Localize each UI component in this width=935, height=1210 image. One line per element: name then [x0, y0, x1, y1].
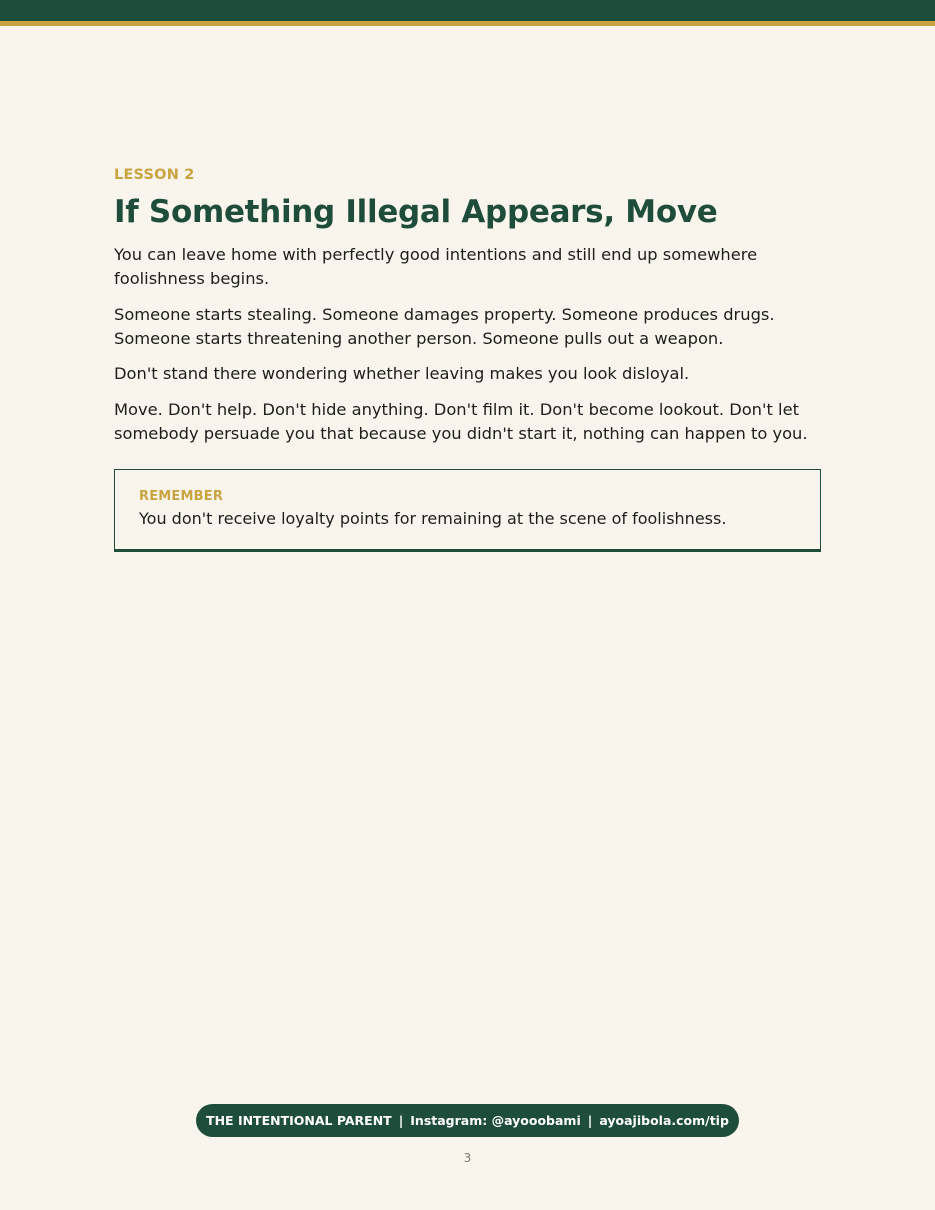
page-number: 3 [463, 1151, 472, 1165]
lesson-section [114, 166, 821, 552]
lesson-number: LESSON 2 [114, 167, 195, 183]
callout-label: REMEMBER [139, 489, 224, 504]
paragraph-4: Move. Don't help. Don't hide anything. Don't film it. Don't become lookout. Don't let somebody persuade you that because you didn't start it, nothing can happen to you. [114, 400, 808, 443]
footer-banner [196, 1104, 739, 1137]
lesson-title: If Something Illegal Appears, Move [114, 194, 718, 230]
footer-separator: | [587, 1113, 593, 1128]
header-bar [0, 0, 935, 21]
footer-brand: THE INTENTIONAL PARENT [206, 1113, 392, 1128]
paragraph-3: Don't stand there wondering whether leaving makes you look disloyal. [114, 364, 690, 383]
header-accent-stripe [0, 21, 935, 26]
paragraph-1: You can leave home with perfectly good intentions and still end up somewhere foolishness begins. [114, 245, 758, 288]
remember-callout [114, 469, 821, 552]
callout-text: You don't receive loyalty points for remaining at the scene of foolishness. [139, 509, 727, 528]
footer-separator: | [398, 1113, 404, 1128]
footer-instagram[interactable]: Instagram: @ayooobami [410, 1113, 581, 1128]
footer-website-link[interactable]: ayoajibola.com/tip [599, 1113, 729, 1128]
paragraph-2: Someone starts stealing. Someone damages property. Someone produces drugs. Someone starts threatening another person. Someone pulls out a weapon. [114, 305, 775, 348]
